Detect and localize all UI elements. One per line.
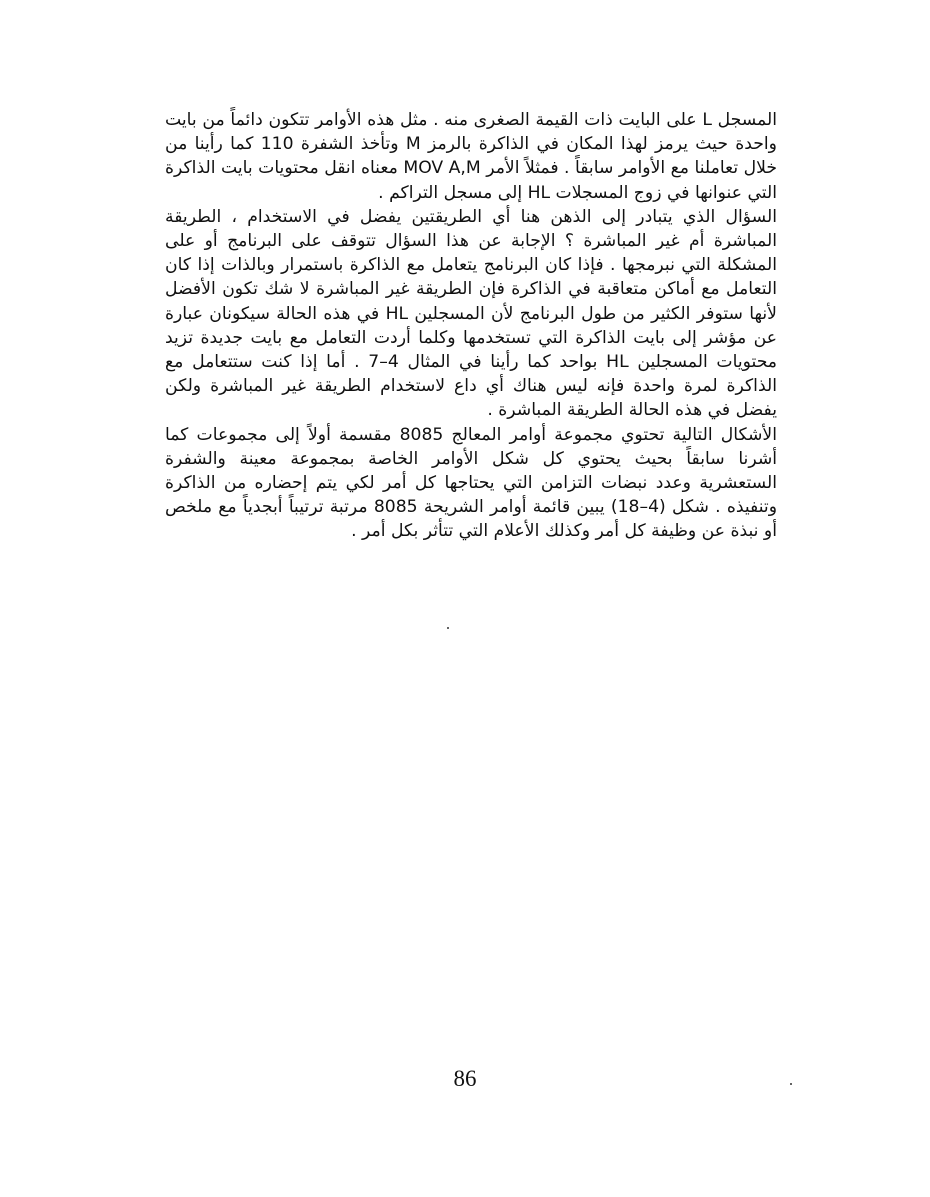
stray-dot (790, 1083, 792, 1085)
stray-dot (447, 627, 449, 629)
body-text (165, 108, 777, 544)
page-number: 86 (453, 1066, 477, 1091)
paragraph-1: المسجل L على البايت ذات القيمة الصغرى منه . مثل هذه الأوامر تتكون دائماً من بايت واحدة حيث يرمز لهذا المكان في الذاكرة بالرمز M وتأخذ الشفرة 110 كما رأينا من خلال تعاملنا مع الأوامر سابقاً . فمثلاً الأمر MOV A,M معناه انقل محتويات بايت الذاكرة التي عنوانها في زوج المسجلات HL إلى مسجل التراكم . (165, 110, 778, 203)
paragraph-2: السؤال الذي يتبادر إلى الذهن هنا أي الطريقتين يفضل في الاستخدام ، الطريقة المباشرة أم غير المباشرة ؟ الإجابة عن هذا السؤال تتوقف على البرنامج أو على المشكلة التي نبرمجها . فإذا كان البرنامج يتعامل مع الذاكرة باستمرار وبالذات إذا كان التعامل مع أماكن متعاقبة في الذاكرة فإن الطريقة غير المباشرة لا شك تكون الأفضل لأنها ستوفر الكثير من طول البرنامج لأن المسجلين HL في هذه الحالة سيكونان عبارة عن مؤشر إلى بايت الذاكرة التي تستخدمها وكلما أردت التعامل مع بايت جديدة تزيد محتويات المسجلين HL بواحد كما رأينا في المثال 4–7 . أما إذا كنت ستتعامل مع الذاكرة لمرة واحدة فإنه ليس هناك أي داع لاستخدام الطريقة غير المباشرة ولكن يفضل في هذه الحالة الطريقة المباشرة . (165, 206, 778, 421)
paragraph-3: الأشكال التالية تحتوي مجموعة أوامر المعالج 8085 مقسمة أولاً إلى مجموعات كما أشرنا سابقاً بحيث يحتوي كل شكل الأوامر الخاصة بمجموعة معينة والشفرة الستعشرية وعدد نبضات التزامن التي يحتاجها كل أمر لكي يتم إحضاره من الذاكرة وتنفيذه . شكل (4–18) يبين قائمة أوامر الشريحة 8085 مرتبة ترتيباً أبجدياً مع ملخص أو نبذة عن وظيفة كل أمر وكذلك الأعلام التي تتأثر بكل أمر . (165, 424, 777, 542)
